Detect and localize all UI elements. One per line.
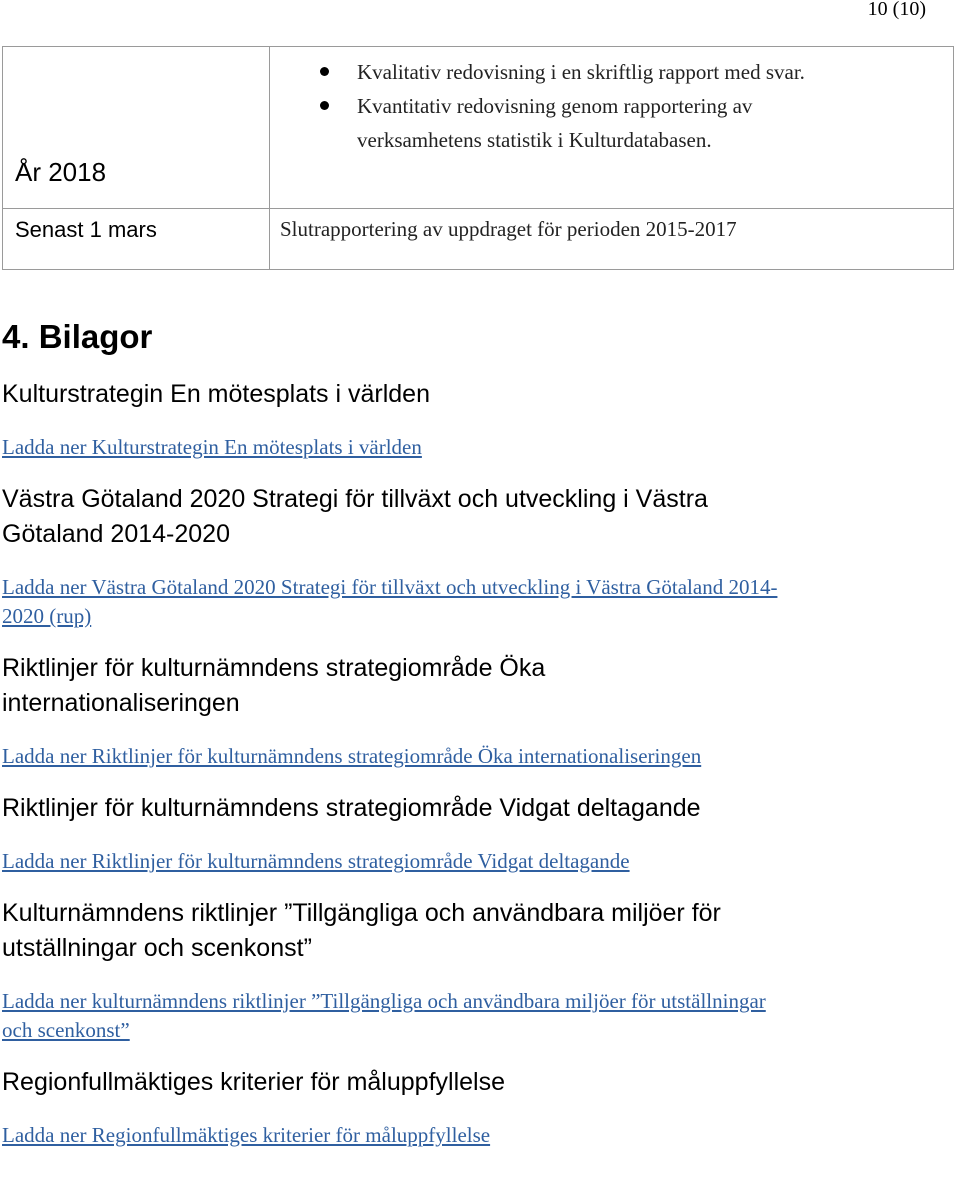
attachment-title: Regionfullmäktiges kriterier för måluppfyllelse	[2, 1068, 505, 1096]
page-number: 10 (10)	[867, 0, 926, 20]
list-item-text: Kvalitativ redovisning i en skriftlig rapport med svar.	[357, 60, 805, 84]
table-row-divider	[3, 208, 953, 209]
attachment-download-link[interactable]: Ladda ner Riktlinjer för kulturnämndens strategiområde Vidgat deltagande	[2, 849, 630, 873]
section-heading: 4. Bilagor	[2, 318, 153, 355]
attachment-download-link[interactable]: Ladda ner kulturnämndens riktlinjer ”Tillgängliga och användbara miljöer för utställningar och scenkonst”	[2, 989, 766, 1042]
attachment-title: Riktlinjer för kulturnämndens strategiområde Öka internationaliseringen	[2, 654, 546, 717]
attachment-download-link[interactable]: Ladda ner Riktlinjer för kulturnämndens strategiområde Öka internationaliseringen	[2, 744, 702, 768]
list-item-text: Kvantitativ redovisning genom rapportering av verksamhetens statistik i Kulturdatabasen.	[357, 94, 753, 152]
attachment-title: Kulturstrategin En mötesplats i världen	[2, 380, 430, 408]
attachment-title: Kulturnämndens riktlinjer ”Tillgängliga och användbara miljöer för utställningar och scenkonst”	[2, 899, 721, 962]
table-row-label-deadline: Senast 1 mars	[15, 217, 157, 242]
attachment-download-link[interactable]: Ladda ner Regionfullmäktiges kriterier för måluppfyllelse	[2, 1123, 491, 1147]
bullet-icon	[320, 101, 329, 110]
attachment-download-link[interactable]: Ladda ner Kulturstrategin En mötesplats i världen	[2, 435, 422, 459]
attachment-title: Riktlinjer för kulturnämndens strategiområde Vidgat deltagande	[2, 794, 701, 822]
list-item	[306, 89, 877, 157]
list-item	[306, 55, 877, 89]
attachment-download-link[interactable]: Ladda ner Västra Götaland 2020 Strategi för tillväxt och utveckling i Västra Götaland 2014-2020 (rup)	[2, 575, 778, 628]
bullet-list	[306, 55, 877, 157]
attachment-title: Västra Götaland 2020 Strategi för tillväxt och utveckling i Västra Götaland 2014-2020	[2, 485, 708, 548]
table-column-divider	[269, 47, 270, 269]
bullet-icon	[320, 67, 329, 76]
table-row-text: Slutrapportering av uppdraget för perioden 2015-2017	[280, 217, 737, 241]
schedule-table	[2, 46, 954, 270]
table-row-label-year: År 2018	[15, 157, 107, 187]
attachment-list	[2, 377, 952, 1170]
